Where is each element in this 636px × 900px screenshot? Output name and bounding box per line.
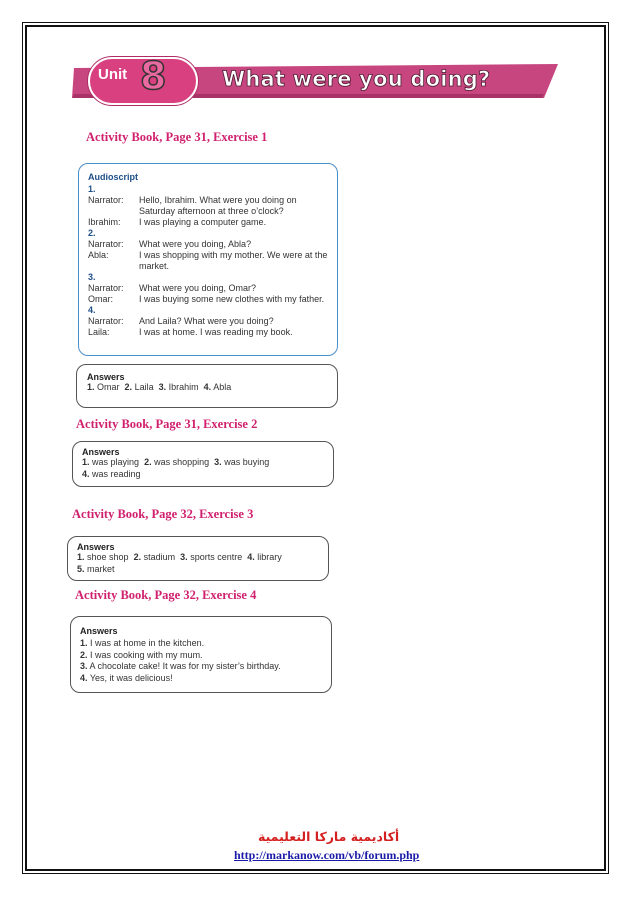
- answers-box-2: [72, 441, 334, 487]
- speaker: Narrator:: [88, 195, 124, 205]
- section-heading-3: Activity Book, Page 32, Exercise 3: [72, 507, 254, 521]
- speech: And Laila? What were you doing?: [139, 316, 274, 326]
- answers-title: Answers: [82, 447, 120, 457]
- script-line: [88, 327, 329, 338]
- answers-box-1: [76, 364, 338, 408]
- speaker: Abla:: [88, 250, 109, 260]
- script-line: [88, 217, 329, 228]
- speaker: Omar:: [88, 294, 114, 304]
- speech: I was playing a computer game.: [139, 217, 267, 227]
- unit-number: 8: [140, 54, 167, 98]
- answers-line: 1. was playing 2. was shopping 3. was buying: [82, 457, 270, 467]
- page-title: What were you doing?: [222, 67, 491, 91]
- speech: Hello, Ibrahim. What were you doing on Saturday afternoon at three o’clock?: [139, 195, 297, 216]
- speech: I was shopping with my mother. We were at the market.: [139, 250, 328, 271]
- speaker: Narrator:: [88, 283, 124, 293]
- speaker: Narrator:: [88, 239, 124, 249]
- answers-line: 3. A chocolate cake! It was for my sister’s birthday.: [80, 661, 281, 671]
- speaker: Narrator:: [88, 316, 124, 326]
- speech: What were you doing, Abla?: [139, 239, 252, 249]
- script-line: [88, 294, 329, 305]
- script-line: [88, 283, 329, 294]
- answers-line: 5. market: [77, 563, 115, 574]
- speech: I was at home. I was reading my book.: [139, 327, 293, 337]
- speech: What were you doing, Omar?: [139, 283, 257, 293]
- script-number: 3.: [88, 272, 96, 282]
- audioscript-box: [78, 163, 338, 356]
- speaker: Laila:: [88, 327, 110, 337]
- forum-link[interactable]: http://markanow.com/vb/forum.php: [234, 848, 420, 862]
- answers-line: 1. Omar 2. Laila 3. Ibrahim 4. Abla: [87, 382, 232, 392]
- answers-title: Answers: [87, 372, 125, 382]
- script-number: 2.: [88, 228, 96, 238]
- speech: I was buying some new clothes with my father.: [139, 294, 325, 304]
- answers-line: 1. shoe shop 2. stadium 3. sports centre 4. library: [77, 552, 282, 562]
- answers-line: 1. I was at home in the kitchen.: [80, 638, 205, 648]
- script-line: [88, 195, 329, 217]
- script-line: [88, 239, 329, 250]
- answers-box-3: [67, 536, 329, 581]
- answers-box-4: [70, 616, 332, 693]
- section-heading-1: Activity Book, Page 31, Exercise 1: [86, 130, 268, 144]
- answers-line: 2. I was cooking with my mum.: [80, 649, 203, 660]
- script-number: 4.: [88, 305, 96, 315]
- script-line: [88, 250, 329, 272]
- script-line: [88, 316, 329, 327]
- answers-title: Answers: [80, 626, 118, 636]
- script-number: 1.: [88, 184, 96, 194]
- section-heading-2: Activity Book, Page 31, Exercise 2: [76, 417, 258, 431]
- speaker: Ibrahim:: [88, 217, 121, 227]
- unit-label: Unit: [98, 66, 128, 83]
- answers-title: Answers: [77, 542, 115, 552]
- answers-line: 4. was reading: [82, 468, 141, 479]
- section-heading-4: Activity Book, Page 32, Exercise 4: [75, 588, 257, 602]
- academy-name: أكاديمية ماركا التعليمية: [258, 829, 400, 844]
- answers-line: 4. Yes, it was delicious!: [80, 672, 173, 683]
- audioscript-title: Audioscript: [88, 172, 139, 182]
